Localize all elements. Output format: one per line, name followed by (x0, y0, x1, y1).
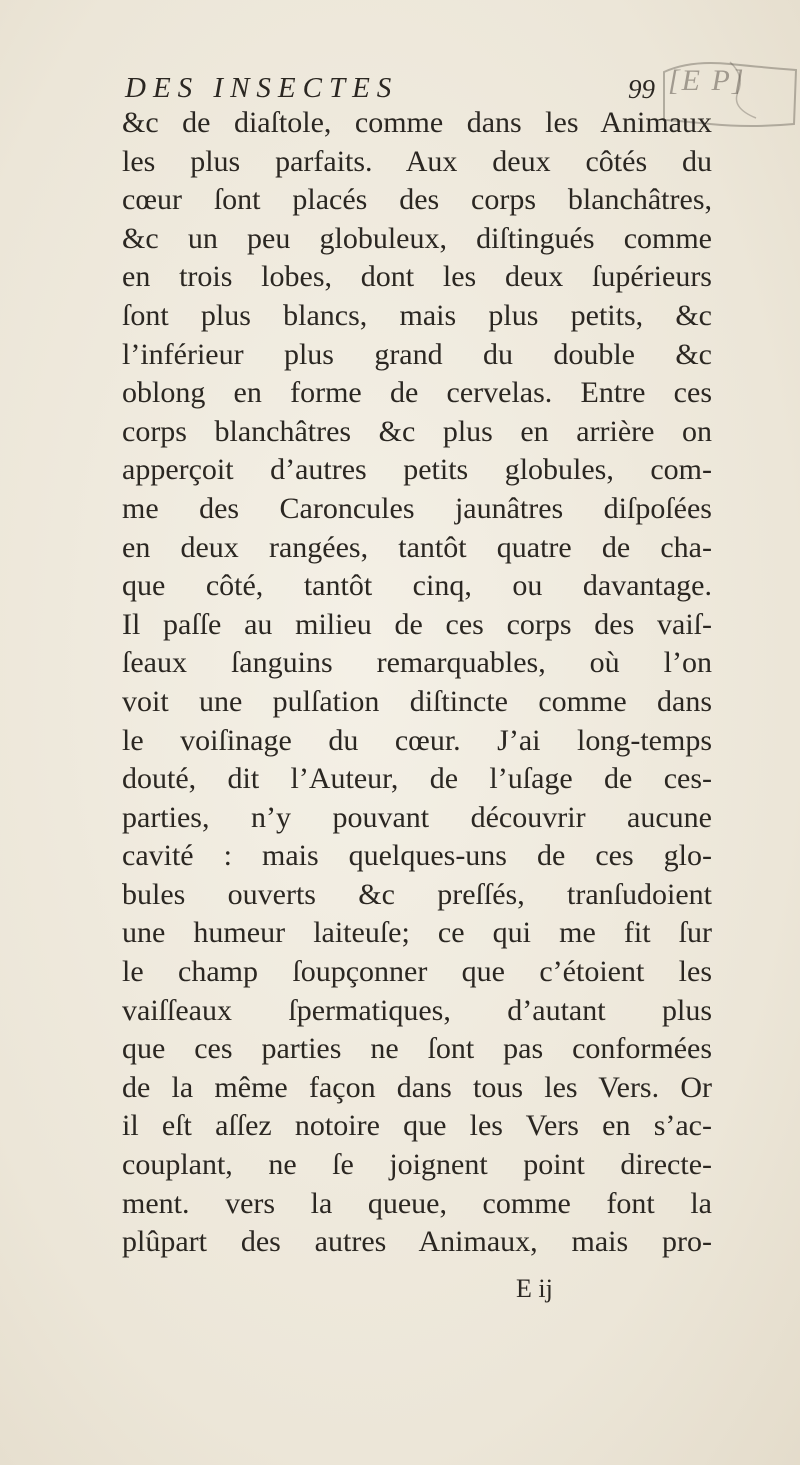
text-line: le voiſinage du cœur. J’ai long-temps (122, 723, 712, 757)
text-line: me des Caroncules jaunâtres diſpoſées (122, 491, 712, 525)
text-line: &c de diaſtole, comme dans les Animaux (122, 106, 712, 139)
text-line: une humeur laiteuſe; ce qui me fit ſur (122, 916, 712, 950)
text-line: cœur ſont placés des corps blanchâtres, (122, 183, 712, 217)
text-line: le champ ſoupçonner que c’étoient les (122, 955, 712, 989)
page-number: 99 (628, 74, 655, 104)
text-line: l’inférieur plus grand du double &c (122, 337, 712, 371)
text-line: Il paſſe au milieu de ces corps des vaiſ- (122, 607, 712, 641)
text-line: voit une pulſation diſtincte comme dans (122, 684, 712, 718)
text-line: cavité : mais quelques-uns de ces glo- (122, 839, 712, 873)
text-line: douté, dit l’Auteur, de l’uſage de ces- (122, 762, 712, 796)
text-line: couplant, ne ſe joignent point directe- (122, 1148, 712, 1182)
running-head (125, 72, 655, 108)
text-line: parties, n’y pouvant découvrir aucune (122, 800, 712, 834)
text-line: en deux rangées, tantôt quatre de cha- (122, 530, 712, 564)
running-title: DES INSECTES (125, 72, 399, 104)
text-line: ſont plus blancs, mais plus petits, &c (122, 298, 712, 332)
text-line: les plus parfaits. Aux deux côtés du (122, 144, 712, 178)
text-line: apperçoit d’autres petits globules, com- (122, 453, 712, 487)
text-line: de la même façon dans tous les Vers. Or (122, 1070, 712, 1104)
text-line: que côté, tantôt cinq, ou davantage. (122, 569, 712, 603)
text-line: en trois lobes, dont les deux ſupérieurs (122, 260, 712, 294)
text-line: corps blanchâtres &c plus en arrière on (122, 414, 712, 448)
body-text (122, 104, 712, 1262)
text-line: il eſt aſſez notoire que les Vers en s’ac- (122, 1109, 712, 1143)
text-line: plûpart des autres Animaux, mais pro- (122, 1225, 712, 1259)
text-line: bules ouverts &c preſſés, tranſudoient (122, 877, 712, 911)
text-line: &c un peu globuleux, diſtingués comme (122, 221, 712, 255)
stamp-text: [E P] (668, 64, 746, 97)
text-line: vaiſſeaux ſpermatiques, d’autant plus (122, 993, 712, 1027)
text-line: oblong en forme de cervelas. Entre ces (122, 376, 712, 410)
text-line: que ces parties ne ſont pas conformées (122, 1032, 712, 1066)
signature-mark: E ij (516, 1274, 553, 1303)
text-line: ſeaux ſanguins remarquables, où l’on (122, 646, 712, 680)
text-line: ment. vers la queue, comme font la (122, 1186, 712, 1220)
